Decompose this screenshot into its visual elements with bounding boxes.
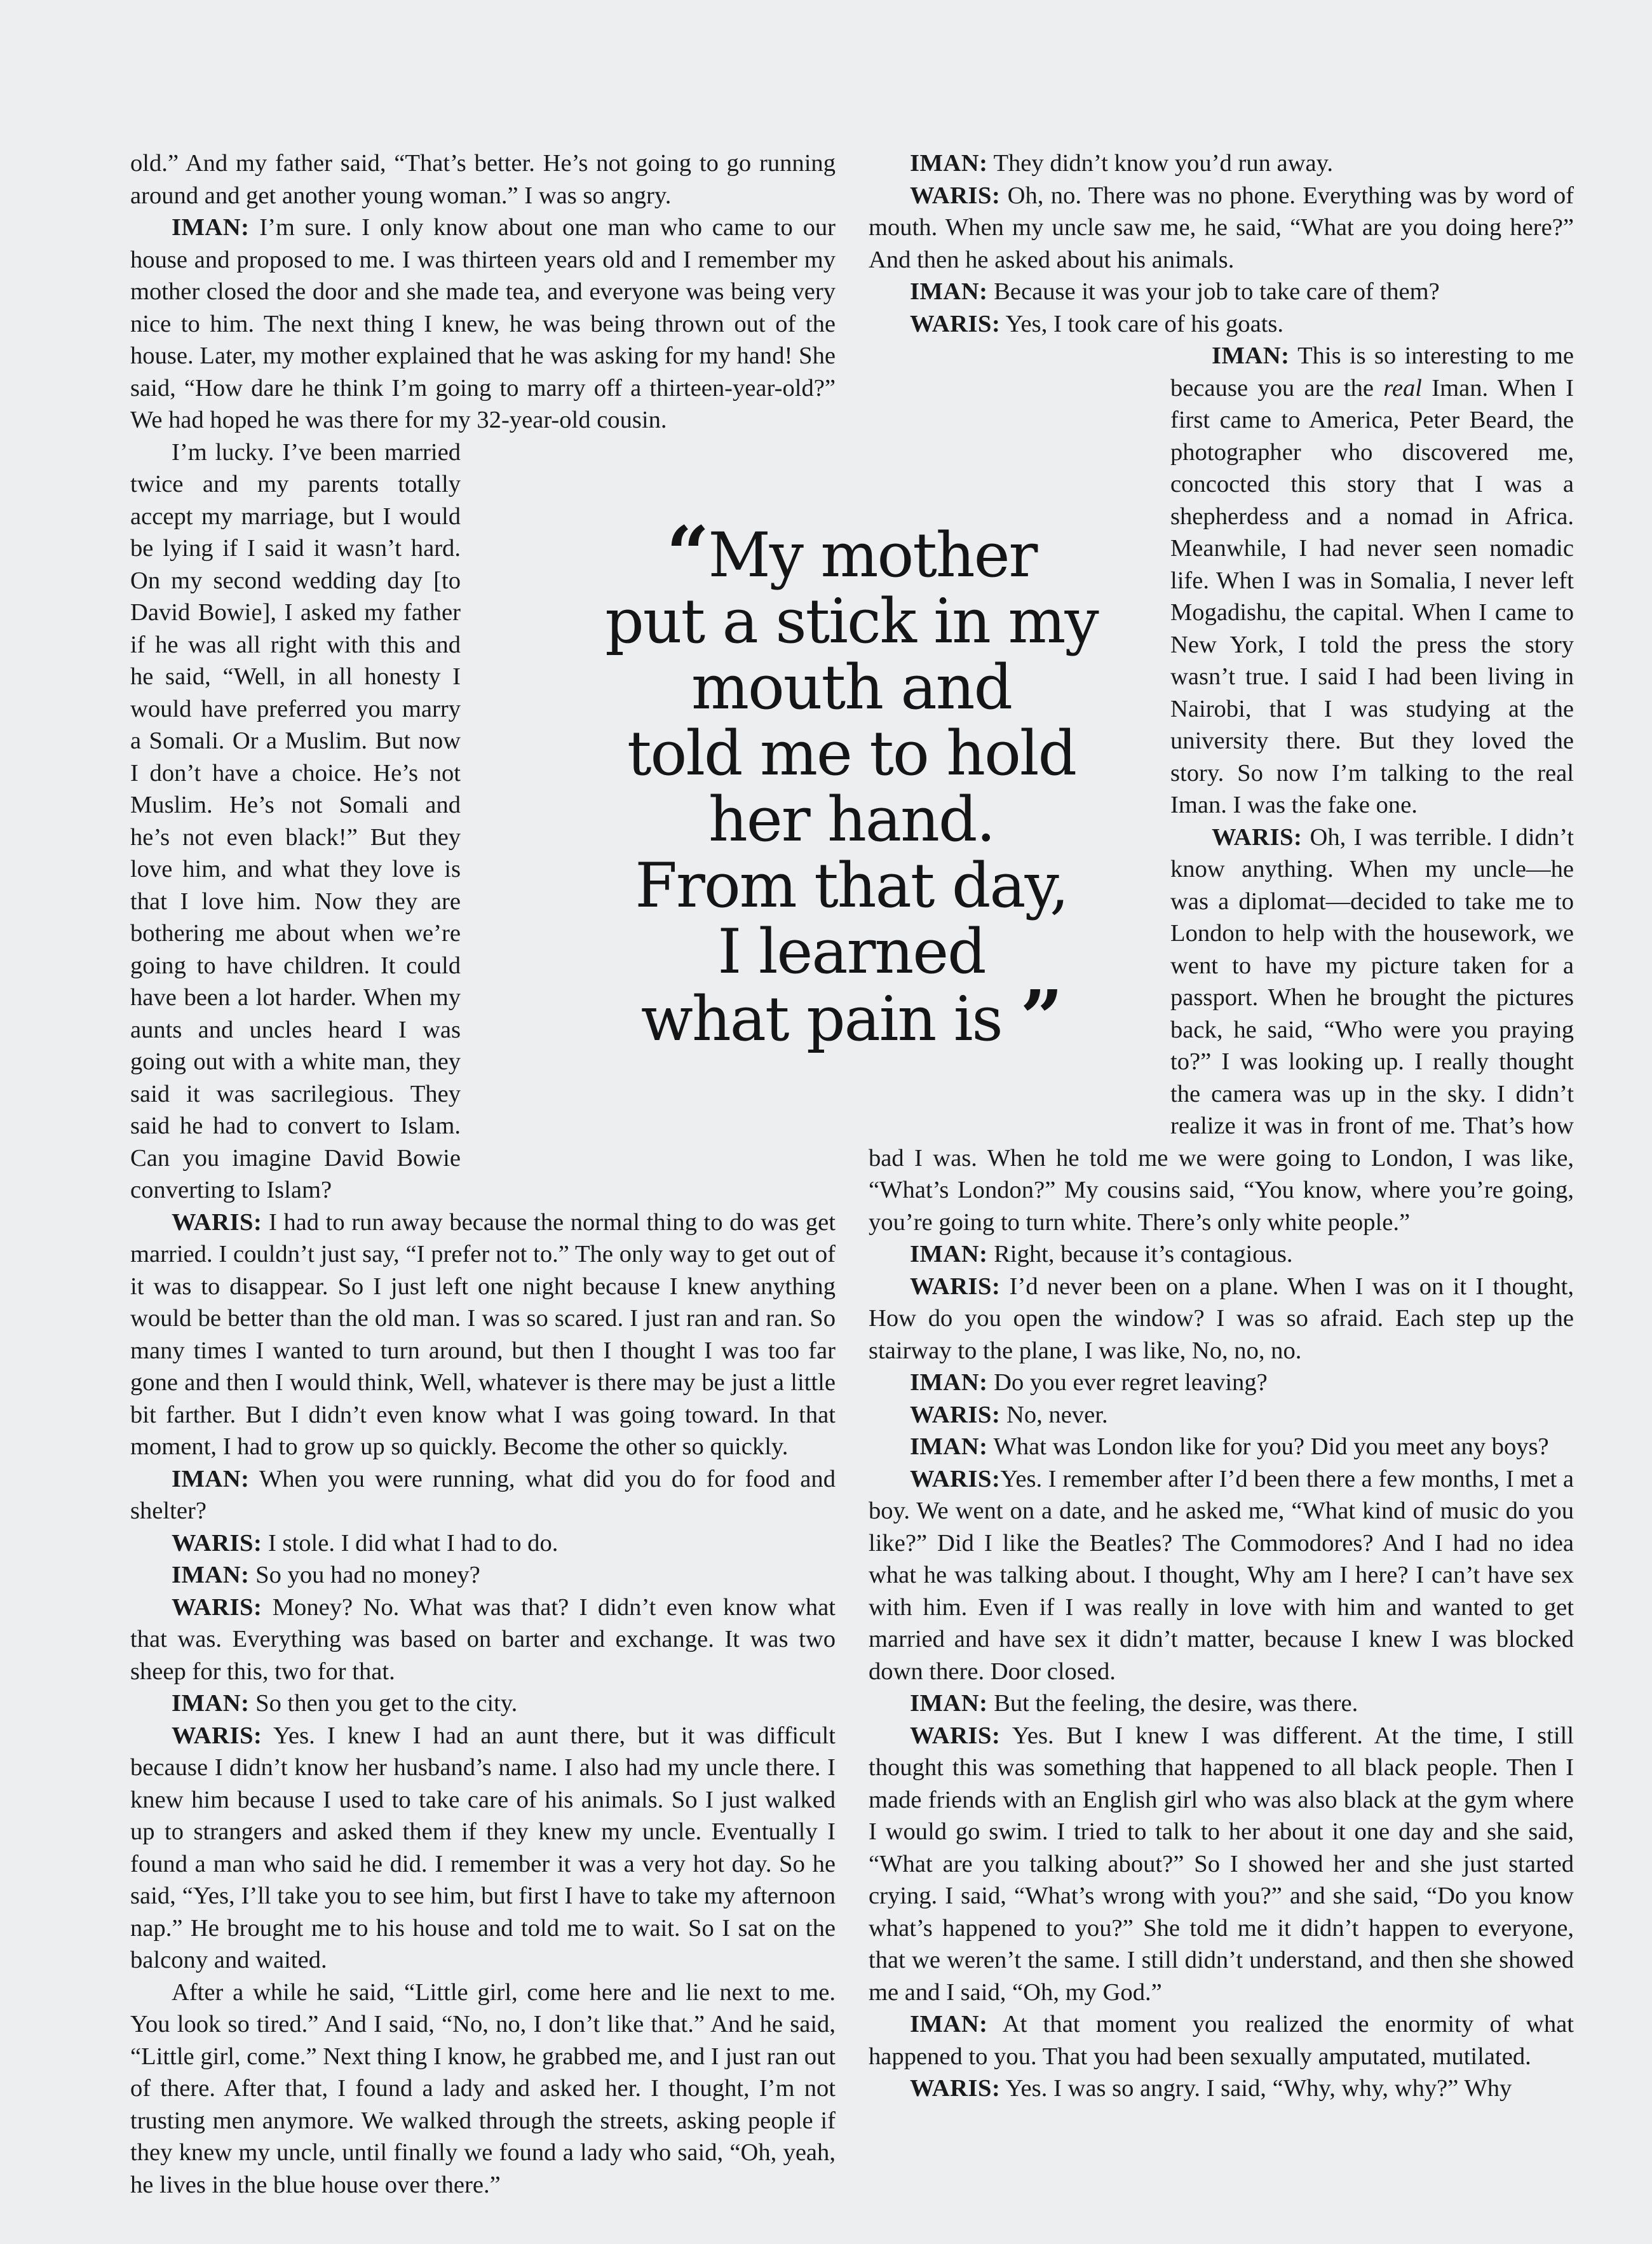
speaker-label: WARIS: xyxy=(910,1465,1001,1492)
speaker-label: WARIS: xyxy=(172,1593,262,1621)
paragraph: IMAN: I’m sure. I only know about one man who came to our house and proposed to me. I was thirteen years old and I remember my mother closed the door and she made tea, and everyone was being very nice to him. The next thing I knew, he was being thrown out of the house. Later, my mother explained that he was asking for my hand! She said, “How dare he think I’m going to marry off a thirteen-year-old?” We had hoped he was there for my 32-year-old cousin. xyxy=(130,214,836,433)
paragraph: WARIS:Yes. I remember after I’d been there a few months, I met a boy. We went on a date, and he asked me, “What kind of music do you like?” Did I like the Beatles? The Commodores? And I had no idea what he was talking about. I thought, Why am I here? I can’t have sex with him. Even if I was really in love with him and wanted to get married and have sex it didn’t matter, because I knew I was blocked down there. Door closed. xyxy=(869,1465,1574,1685)
speaker-label: IMAN: xyxy=(910,1433,988,1460)
paragraph: WARIS: Oh, I was terrible. I didn’t know anything. When my uncle—he was a diplomat—decided to take me to London to help with the housework, we went to have my picture taken for a passport. When he brought the pictures back, he said, “Who were you praying to?” I was looking up. I really thought the camera was up in the sky. I didn’t realize it was in front of me. That’s how bad I was. When he told me we were going to London, I was like, “What’s London?” My cousins said, “You know, where you’re going, you’re going to turn white. There’s only white people.” xyxy=(869,823,1574,1236)
pull-quote-line: told me to hold xyxy=(626,718,1076,789)
speaker-label: WARIS: xyxy=(910,1273,1001,1300)
speaker-label: IMAN: xyxy=(910,278,988,305)
paragraph: After a while he said, “Little girl, come here and lie next to me. You look so tired.” And I said, “No, no, I don’t like that.” And he said, “Little girl, come.” Next thing I know, he grabbed me, and I just ran out of there. After that, I found a lady and asked her. I thought, I’m not trusting men anymore. We walked through the streets, asking people if they knew my uncle, until finally we found a lady who said, “Oh, yeah, he lives in the blue house over there.” xyxy=(130,1978,836,2198)
speaker-label: IMAN: xyxy=(1212,342,1290,369)
right-column xyxy=(869,147,1574,2105)
speaker-label: WARIS: xyxy=(910,310,1001,337)
paragraph: WARIS: I had to run away because the normal thing to do was get married. I couldn’t just say, “I prefer not to.” The only way to get out of it was to disappear. So I just left one night because I knew anything would be better than the old man. I was so scared. I just ran and ran. So many times I wanted to turn around, but then I thought I was too far gone and then I would think, Well, whatever is there may be just a little bit farther. But I didn’t even know what I was going toward. In that moment, I had to grow up so quickly. Become the other so quickly. xyxy=(130,1208,836,1460)
speaker-label: WARIS: xyxy=(172,1529,262,1557)
paragraph: WARIS: Money? No. What was that? I didn’t even know what that was. Everything was based on barter and exchange. It was two sheep for this, two for that. xyxy=(130,1593,836,1685)
speaker-label: IMAN: xyxy=(910,1241,988,1267)
speaker-label: IMAN: xyxy=(172,1465,250,1492)
paragraph: IMAN: What was London like for you? Did you meet any boys? xyxy=(910,1433,1549,1460)
speaker-label: IMAN: xyxy=(172,1562,250,1588)
pull-quote-line: what pain is ” xyxy=(640,973,1062,1062)
paragraph: WARIS: Yes, I took care of his goats. xyxy=(910,310,1284,337)
speaker-label: IMAN: xyxy=(910,2011,988,2038)
speaker-label: WARIS: xyxy=(1212,823,1303,851)
paragraph: WARIS: I’d never been on a plane. When I was on it I thought, How do you open the window? I was so afraid. Each step up the stairway to the plane, I was like, No, no, no. xyxy=(869,1273,1574,1364)
paragraph: WARIS: Oh, no. There was no phone. Everything was by word of mouth. When my uncle saw me, he said, “What are you doing here?” And then he asked about his animals. xyxy=(869,182,1574,273)
speaker-label: WARIS: xyxy=(910,182,1001,209)
speaker-label: WARIS: xyxy=(910,1401,1001,1428)
speaker-label: WARIS: xyxy=(910,2075,1001,2102)
pull-quote-line: put a stick in my xyxy=(605,586,1098,657)
paragraph: WARIS: No, never. xyxy=(910,1401,1108,1428)
speaker-label: WARIS: xyxy=(172,1208,262,1236)
paragraph: WARIS: I stole. I did what I had to do. xyxy=(172,1529,559,1557)
speaker-label: IMAN: xyxy=(172,214,250,241)
speaker-label: WARIS: xyxy=(172,1722,262,1749)
paragraph: IMAN: Do you ever regret leaving? xyxy=(910,1369,1268,1396)
paragraph: IMAN: At that moment you realized the enormity of what happened to you. That you had been sexually amputated, mutilated. xyxy=(869,2011,1574,2070)
speaker-label: IMAN: xyxy=(910,1690,988,1717)
paragraph: I’m lucky. I’ve been married twice and my parents totally accept my marriage, but I would be lying if I said it wasn’t hard. On my second wedding day [to David Bowie], I asked my father if he was all right with this and he said, “Well, in all honesty I would have preferred you marry a Somali. Or a Muslim. But now I don’t have a choice. He’s not Muslim. He’s not Somali and he’s not even black!” But they love him, and what they love is that I love him. Now they are bothering me about when we’re going to have children. It could have been a lot harder. When my aunts and uncles heard I was going out with a white man, they said it was sacrilegious. They said he had to convert to Islam. Can you imagine David Bowie converting to Islam? xyxy=(130,436,836,1206)
pull-quote-line: “My mother xyxy=(666,510,1037,598)
close-quote-mark: ” xyxy=(1020,973,1062,1062)
paragraph: IMAN: Right, because it’s contagious. xyxy=(910,1241,1293,1267)
paragraph: WARIS: Yes. I was so angry. I said, “Why, why, why?” Why xyxy=(910,2075,1512,2102)
paragraph: IMAN: Because it was your job to take care of them? xyxy=(910,278,1440,305)
open-quote-mark: “ xyxy=(666,510,708,598)
speaker-label: IMAN: xyxy=(910,1369,988,1396)
pull-quote-line: From that day, xyxy=(635,850,1068,921)
left-column xyxy=(130,147,836,2201)
paragraph: old.” And my father said, “That’s better. He’s not going to go running around and get another young woman.” I was so angry. xyxy=(130,150,836,209)
pull-quote-line: I learned xyxy=(717,916,985,987)
pull-quote-line: her hand. xyxy=(708,784,994,855)
paragraph: IMAN: This is so interesting to me because you are the real Iman. When I first came to America, Peter Beard, the photographer who discovered me, concocted this story that I was a shepherdess and a nomad in Africa. Meanwhile, I had never seen nomadic life. When I was in Somalia, I never left Mogadishu, the capital. When I came to New York, I told the press the story wasn’t true. I said I had been living in Nairobi, that I was studying at the university there. But they loved the story. So now I’m talking to the real Iman. I was the fake one. xyxy=(869,340,1574,821)
pull-quote xyxy=(546,510,1156,1062)
speaker-label: IMAN: xyxy=(172,1690,250,1717)
speaker-label: IMAN: xyxy=(910,150,988,177)
paragraph: IMAN: So then you get to the city. xyxy=(172,1690,518,1717)
paragraph: WARIS: Yes. I knew I had an aunt there, but it was difficult because I didn’t know her husband’s name. I also had my uncle there. I knew him because I used to take care of his animals. So I just walked up to strangers and asked them if they knew my uncle. Eventually I found a man who said he did. I remember it was a very hot day. So he said, “Yes, I’ll take you to see him, but first I have to take my afternoon nap.” He brought me to his house and told me to wait. So I sat on the balcony and waited. xyxy=(130,1722,836,1973)
speaker-label: WARIS: xyxy=(910,1722,1001,1749)
paragraph: IMAN: They didn’t know you’d run away. xyxy=(910,150,1334,177)
paragraph: IMAN: But the feeling, the desire, was there. xyxy=(910,1690,1358,1717)
pull-quote-line: mouth and xyxy=(691,652,1012,723)
paragraph: IMAN: So you had no money? xyxy=(172,1562,480,1588)
paragraph: WARIS: Yes. But I knew I was different. At the time, I still thought this was something that happened to all black people. Then I made friends with an English girl who was also black at the gym where I would go swim. I tried to talk to her about it one day and she said, “What are you talking about?” So I showed her and she just started crying. I said, “What’s wrong with you?” and she said, “Do you know what’s happened to you?” She told me it didn’t happen to everyone, that we weren’t the same. I still didn’t understand, and then she showed me and I said, “Oh, my God.” xyxy=(869,1722,1574,2006)
paragraph: IMAN: When you were running, what did you do for food and shelter? xyxy=(130,1465,836,1524)
